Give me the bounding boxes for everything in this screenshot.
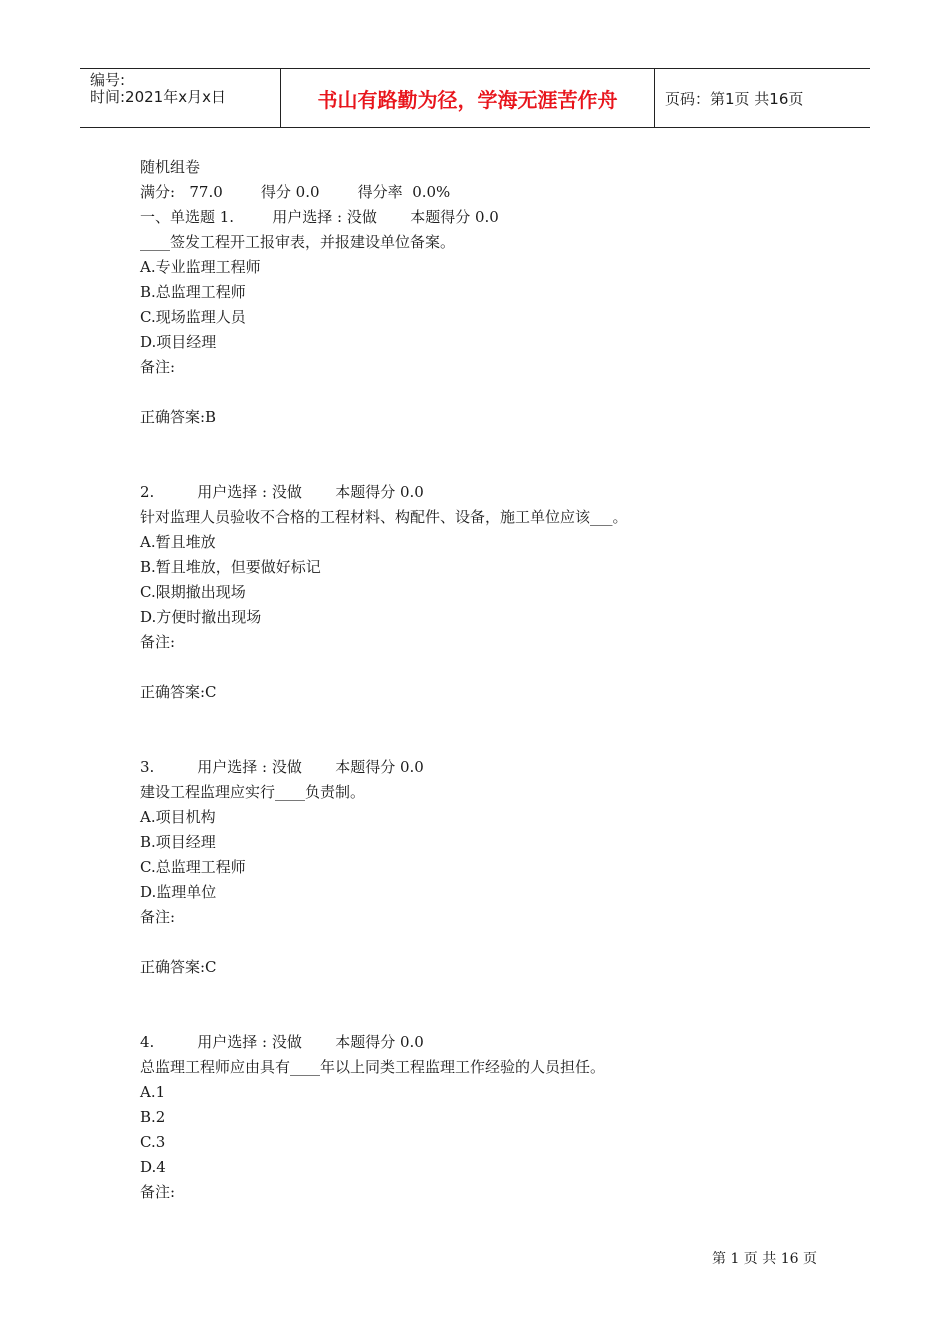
- text-line: C.限期撤出现场: [140, 583, 246, 601]
- text-line: 总监理工程师应由具有____年以上同类工程监理工作经验的人员担任。: [140, 1058, 606, 1076]
- text-line: B.项目经理: [140, 833, 216, 851]
- text-line: C.现场监理人员: [140, 308, 246, 326]
- document-time: 时间:2021年x月x日: [90, 88, 226, 106]
- header-page-info: 页码：第1页 共16页: [665, 89, 804, 108]
- text-line: C.3: [140, 1133, 166, 1151]
- blank-line: [140, 655, 860, 680]
- text-line: 随机组卷: [140, 158, 201, 176]
- page-footer: 第 1 页 共 16 页: [712, 1251, 817, 1267]
- blank-line: [140, 380, 860, 405]
- text-line: A.暂且堆放: [140, 533, 216, 551]
- text-line: 备注:: [140, 1183, 176, 1201]
- text-line: A.1: [140, 1083, 166, 1101]
- text-line: D.项目经理: [140, 333, 217, 351]
- blank-line: [140, 705, 860, 730]
- text-line: 正确答案:B: [140, 408, 217, 426]
- text-line: 满分: 77.0 得分 0.0 得分率 0.0%: [140, 183, 451, 201]
- text-line: D.4: [140, 1158, 166, 1176]
- text-line: D.方便时撤出现场: [140, 608, 262, 626]
- blank-line: [140, 730, 860, 755]
- text-line: 2. 用户选择 : 没做 本题得分 0.0: [140, 483, 424, 501]
- text-line: B.总监理工程师: [140, 283, 246, 301]
- header-motto: 书山有路勤为径，学海无涯苦作舟: [281, 69, 655, 127]
- text-line: 正确答案:C: [140, 958, 217, 976]
- blank-line: [140, 430, 860, 455]
- text-line: A.项目机构: [140, 808, 216, 826]
- text-line: D.监理单位: [140, 883, 217, 901]
- text-line: B.2: [140, 1108, 166, 1126]
- text-line: 3. 用户选择 : 没做 本题得分 0.0: [140, 758, 424, 776]
- text-line: 备注:: [140, 633, 176, 651]
- blank-line: [140, 930, 860, 955]
- page-header: [80, 68, 870, 128]
- blank-line: [140, 455, 860, 480]
- text-line: 正确答案:C: [140, 683, 217, 701]
- text-line: 针对监理人员验收不合格的工程材料、构配件、设备，施工单位应该___。: [140, 508, 628, 526]
- document-body: [140, 155, 860, 1205]
- text-line: 建设工程监理应实行____负责制。: [140, 783, 366, 801]
- text-line: ____签发工程开工报审表，并报建设单位备案。: [140, 233, 456, 251]
- text-line: A.专业监理工程师: [140, 258, 261, 276]
- blank-line: [140, 980, 860, 1005]
- text-line: 一、单选题 1. 用户选择 : 没做 本题得分 0.0: [140, 208, 499, 226]
- text-line: 备注:: [140, 908, 176, 926]
- text-line: B.暂且堆放，但要做好标记: [140, 558, 321, 576]
- text-line: C.总监理工程师: [140, 858, 246, 876]
- text-line: 备注:: [140, 358, 176, 376]
- blank-line: [140, 1005, 860, 1030]
- text-line: 4. 用户选择 : 没做 本题得分 0.0: [140, 1033, 424, 1051]
- header-meta: [80, 69, 281, 127]
- document-number: 编号:: [90, 71, 126, 89]
